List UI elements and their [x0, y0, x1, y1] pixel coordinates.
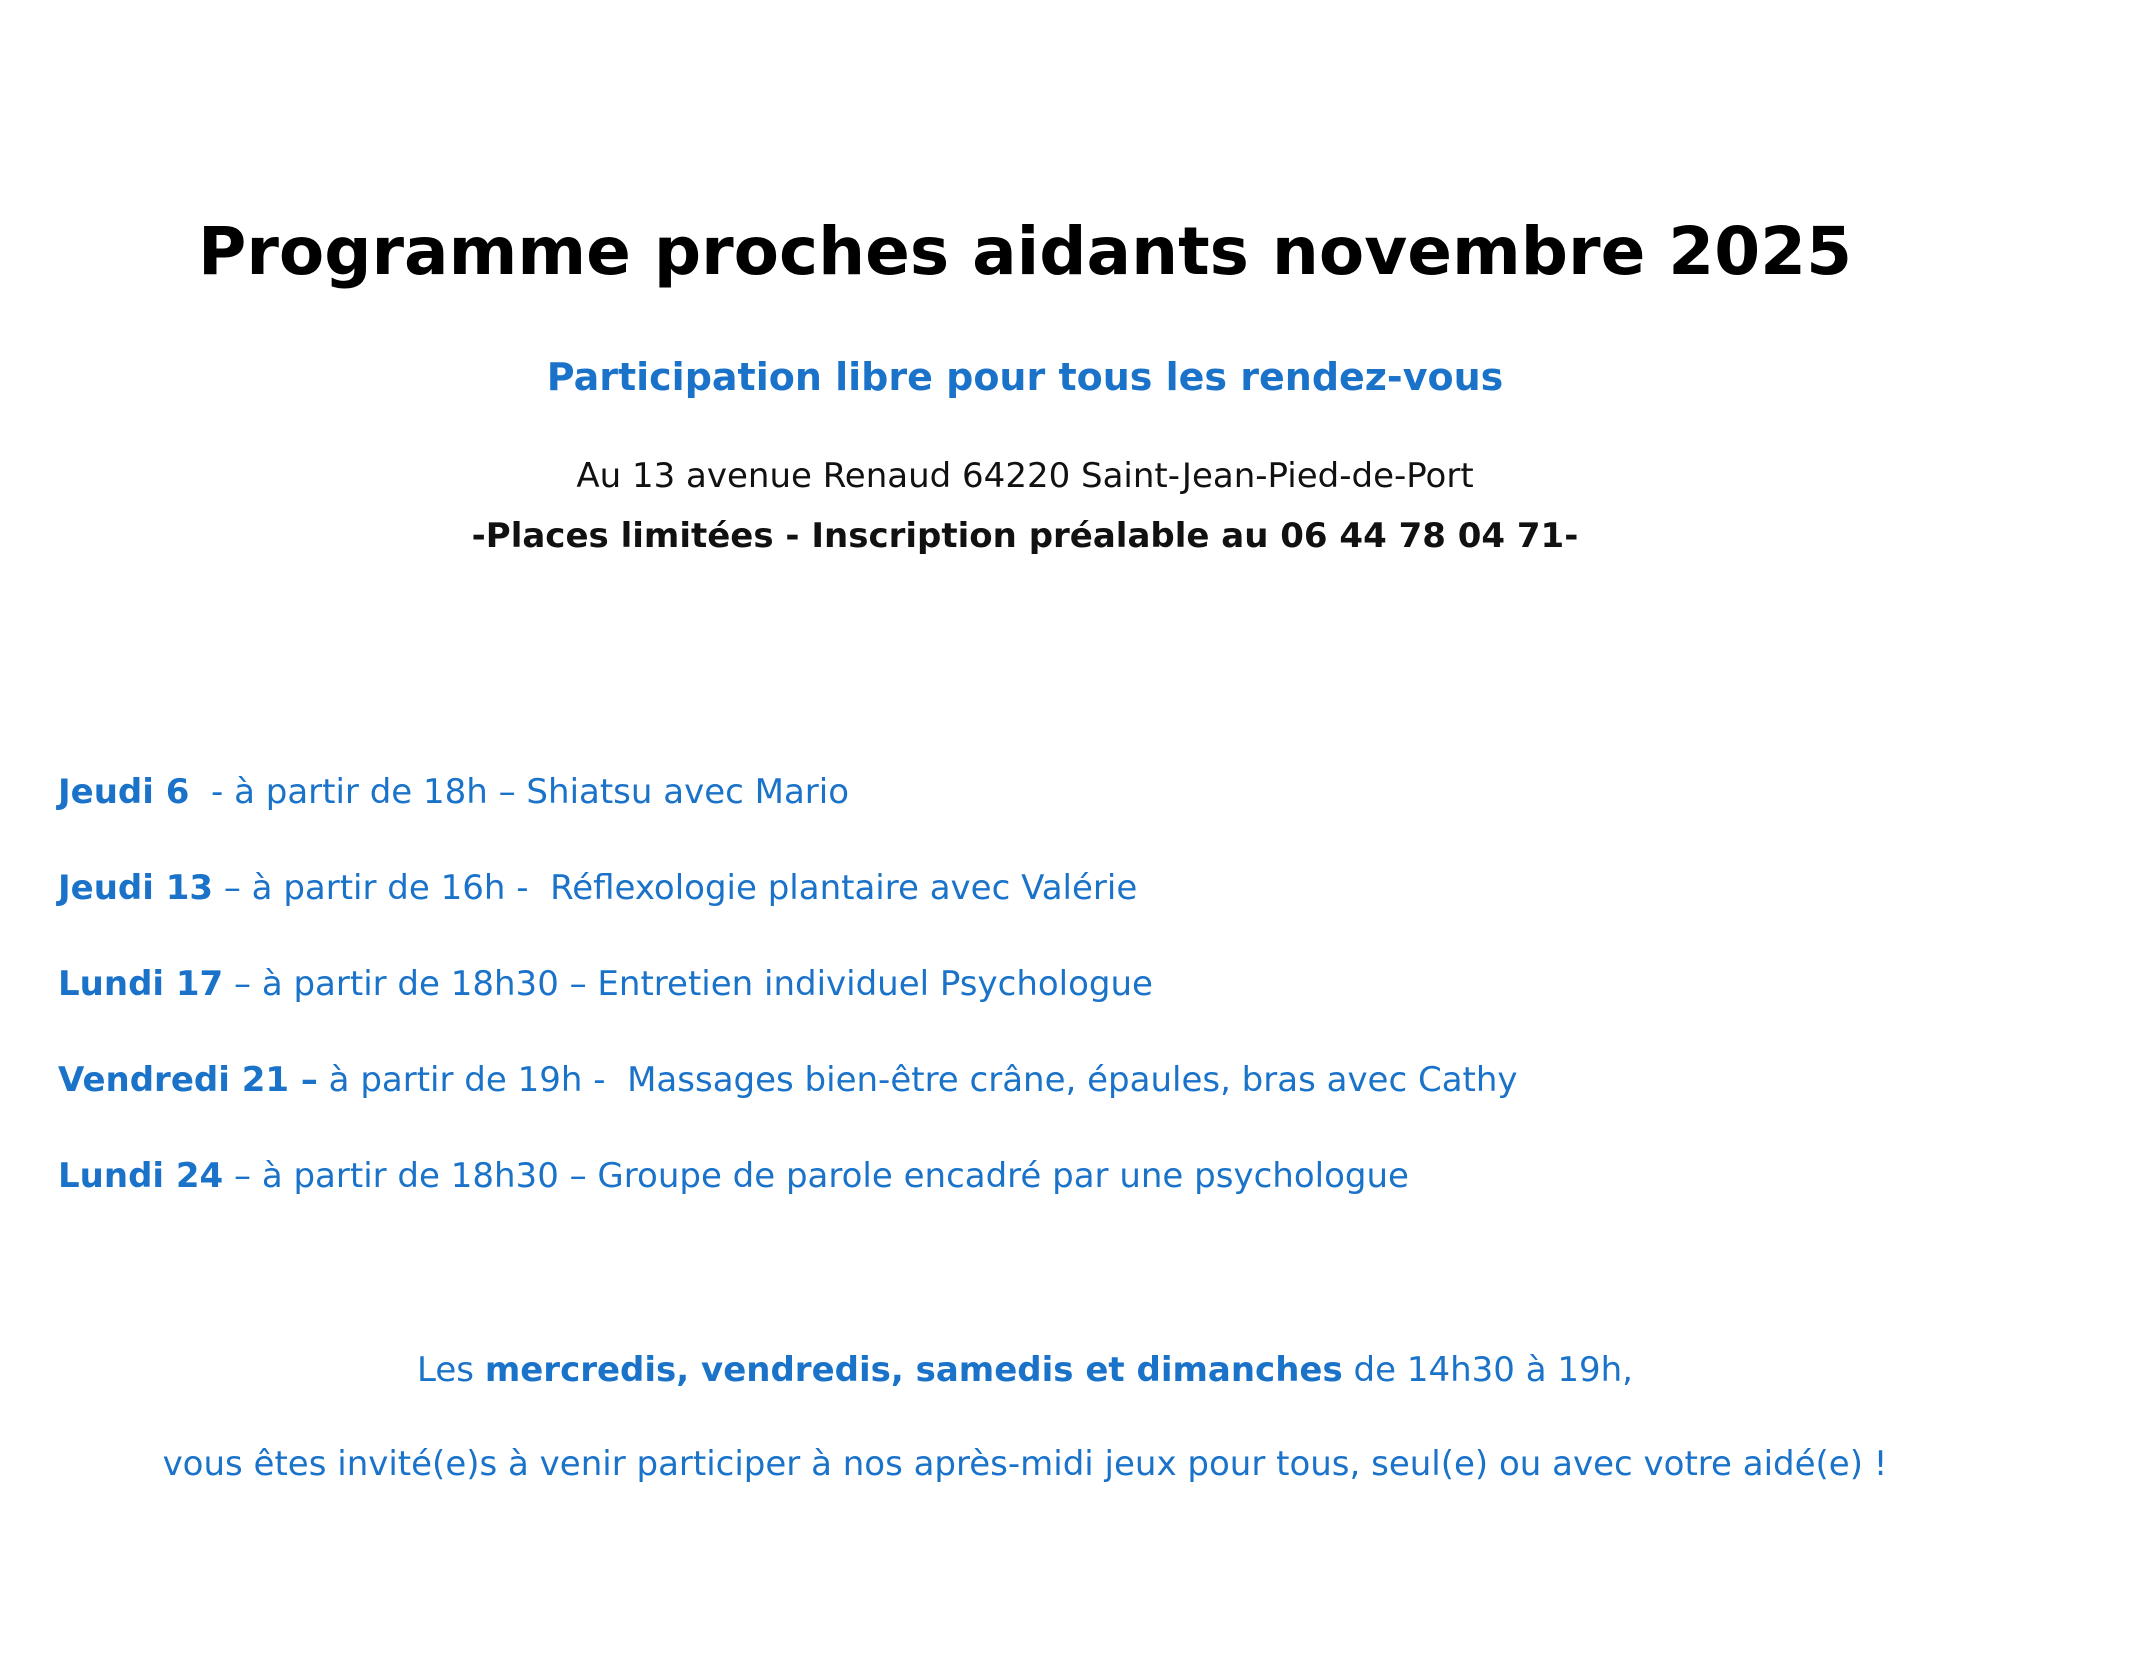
- event-item: [58, 964, 1518, 1060]
- registration-notice: -Places limitées - Inscription préalable au 06 44 78 04 71-: [471, 516, 1579, 556]
- event-details: - à partir de 18h – Shiatsu avec Mario: [189, 772, 850, 812]
- games-schedule-line: [0, 1350, 2050, 1390]
- address-line: Au 13 avenue Renaud 64220 Saint-Jean-Pied-de-Port: [576, 456, 1474, 496]
- event-day: Jeudi 6: [58, 772, 190, 812]
- event-details: à partir de 19h - Massages bien-être crâne, épaules, bras avec Cathy: [317, 1060, 1518, 1100]
- games-invitation-line: vous êtes invité(e)s à venir participer à nos après-midi jeux pour tous, seul(e) ou avec votre aidé(e) !: [162, 1444, 1888, 1484]
- games-prefix: Les: [417, 1350, 485, 1390]
- event-details: – à partir de 18h30 – Groupe de parole encadré par une psychologue: [223, 1156, 1409, 1196]
- event-day: Vendredi 21 –: [58, 1060, 318, 1100]
- games-days: mercredis, vendredis, samedis et dimanches: [484, 1350, 1343, 1390]
- page-title: Programme proches aidants novembre 2025: [198, 213, 1852, 290]
- event-day: Jeudi 13: [58, 868, 214, 908]
- event-day: Lundi 17: [58, 964, 224, 1004]
- event-day: Lundi 24: [58, 1156, 224, 1196]
- event-list: [58, 772, 1518, 1252]
- event-item: [58, 1060, 1518, 1156]
- event-item: [58, 1156, 1518, 1252]
- games-hours: de 14h30 à 19h,: [1342, 1350, 1633, 1390]
- event-details: – à partir de 16h - Réflexologie plantaire avec Valérie: [213, 868, 1138, 908]
- event-item: [58, 868, 1518, 964]
- event-details: – à partir de 18h30 – Entretien individuel Psychologue: [223, 964, 1153, 1004]
- participation-subtitle: Participation libre pour tous les rendez-vous: [546, 355, 1504, 399]
- event-item: [58, 772, 1518, 868]
